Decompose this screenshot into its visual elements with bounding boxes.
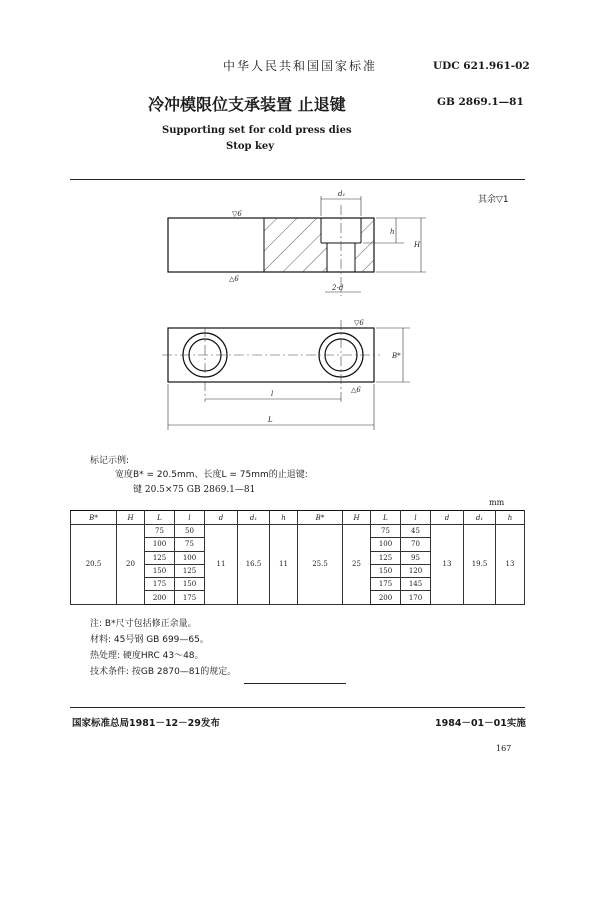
table-header-row [71, 511, 525, 525]
cell-d-left: 11 [205, 525, 238, 605]
roughness-top-view-bottom: △6 [351, 386, 361, 394]
col-header: B* [71, 511, 117, 525]
col-header: d₁ [238, 511, 270, 525]
cell-B-left: 20.5 [71, 525, 117, 605]
marking-example-title: 标记示例: [90, 456, 130, 466]
cell-h-left: 11 [270, 525, 298, 605]
col-header: H [117, 511, 145, 525]
table-cell: 100 [371, 538, 401, 551]
roughness-bottom: △6 [229, 275, 239, 283]
issue-date: 国家标准总局1981－12－29发布 [72, 718, 220, 729]
table-cell: 170 [401, 591, 431, 604]
table-cell: 175 [145, 578, 175, 591]
front-view [168, 190, 426, 296]
heat-treatment-text: 热处理: 硬度HRC 43～48。 [90, 651, 204, 661]
top-view [162, 319, 410, 430]
table-cell: 200 [145, 591, 175, 604]
footer-divider [70, 707, 525, 708]
roughness-top-view: ▽6 [354, 319, 364, 327]
table-cell: 150 [145, 564, 175, 577]
table-cell: 45 [401, 525, 431, 538]
document-title: 冷冲模限位支承装置 止退键 [148, 95, 346, 114]
table-cell: 150 [175, 578, 205, 591]
note-text: 注: B*尺寸包括修正余量。 [90, 619, 197, 629]
col-header: h [270, 511, 298, 525]
dim-label-2d: 2-d [332, 284, 344, 292]
unit-label: mm [489, 498, 505, 507]
table-cell: 100 [145, 538, 175, 551]
marking-example-desc: 宽度B* = 20.5mm、长度L = 75mm的止退键: [115, 470, 308, 480]
col-header: d₁ [464, 511, 496, 525]
table-cell: 50 [175, 525, 205, 538]
dim-label-H: H [414, 241, 421, 249]
cell-d1-right: 19.5 [464, 525, 496, 605]
dim-label-L: L [268, 416, 273, 424]
dim-label-d1: d₁ [338, 190, 346, 198]
roughness-top: ▽6 [232, 210, 242, 218]
col-header: d [205, 511, 238, 525]
table-cell: 100 [175, 551, 205, 564]
effective-date: 1984－01－01实施 [435, 718, 526, 729]
table-cell: 75 [371, 525, 401, 538]
cell-B-right: 25.5 [298, 525, 343, 605]
dimension-table [70, 510, 525, 605]
col-header: d [431, 511, 464, 525]
dim-label-l: l [271, 390, 274, 398]
table-cell: 125 [175, 564, 205, 577]
table-cell: 120 [401, 564, 431, 577]
dim-label-h: h [390, 228, 395, 236]
gb-code: GB 2869.1—81 [437, 96, 524, 108]
hatch-right [355, 218, 374, 272]
material-text: 材料: 45号钢 GB 699—65。 [90, 635, 209, 645]
surface-roughness-rest: 其余▽1 [478, 195, 509, 205]
cell-d-right: 13 [431, 525, 464, 605]
page-number: 167 [496, 744, 512, 753]
standard-organization: 中华人民共和国国家标准 [222, 59, 377, 73]
table-cell: 145 [401, 578, 431, 591]
table-cell: 95 [401, 551, 431, 564]
table-cell: 70 [401, 538, 431, 551]
table-cell: 175 [371, 578, 401, 591]
dim-label-B: B* [392, 352, 401, 360]
table-cell: 150 [371, 564, 401, 577]
cell-h-right: 13 [496, 525, 525, 605]
notes-end-rule [244, 683, 346, 684]
table-cell: 175 [175, 591, 205, 604]
col-header: L [145, 511, 175, 525]
hatch-left [264, 218, 327, 272]
table-cell: 75 [175, 538, 205, 551]
table-cell: 125 [371, 551, 401, 564]
col-header: h [496, 511, 525, 525]
english-subtitle: Stop key [226, 141, 275, 152]
col-header: l [175, 511, 205, 525]
cell-H-right: 25 [343, 525, 371, 605]
table-cell: 75 [145, 525, 175, 538]
cell-d1-left: 16.5 [238, 525, 270, 605]
col-header: H [343, 511, 371, 525]
cell-H-left: 20 [117, 525, 145, 605]
table-cell: 200 [371, 591, 401, 604]
col-header: l [401, 511, 431, 525]
technical-conditions-text: 技术条件: 按GB 2870—81的规定。 [90, 667, 237, 677]
col-header: L [371, 511, 401, 525]
marking-example-code: 键 20.5×75 GB 2869.1—81 [133, 485, 256, 495]
udc-code: UDC 621.961-02 [433, 60, 530, 72]
table-row [71, 525, 525, 538]
col-header: B* [298, 511, 343, 525]
english-title: Supporting set for cold press dies [162, 125, 352, 136]
table-cell: 125 [145, 551, 175, 564]
